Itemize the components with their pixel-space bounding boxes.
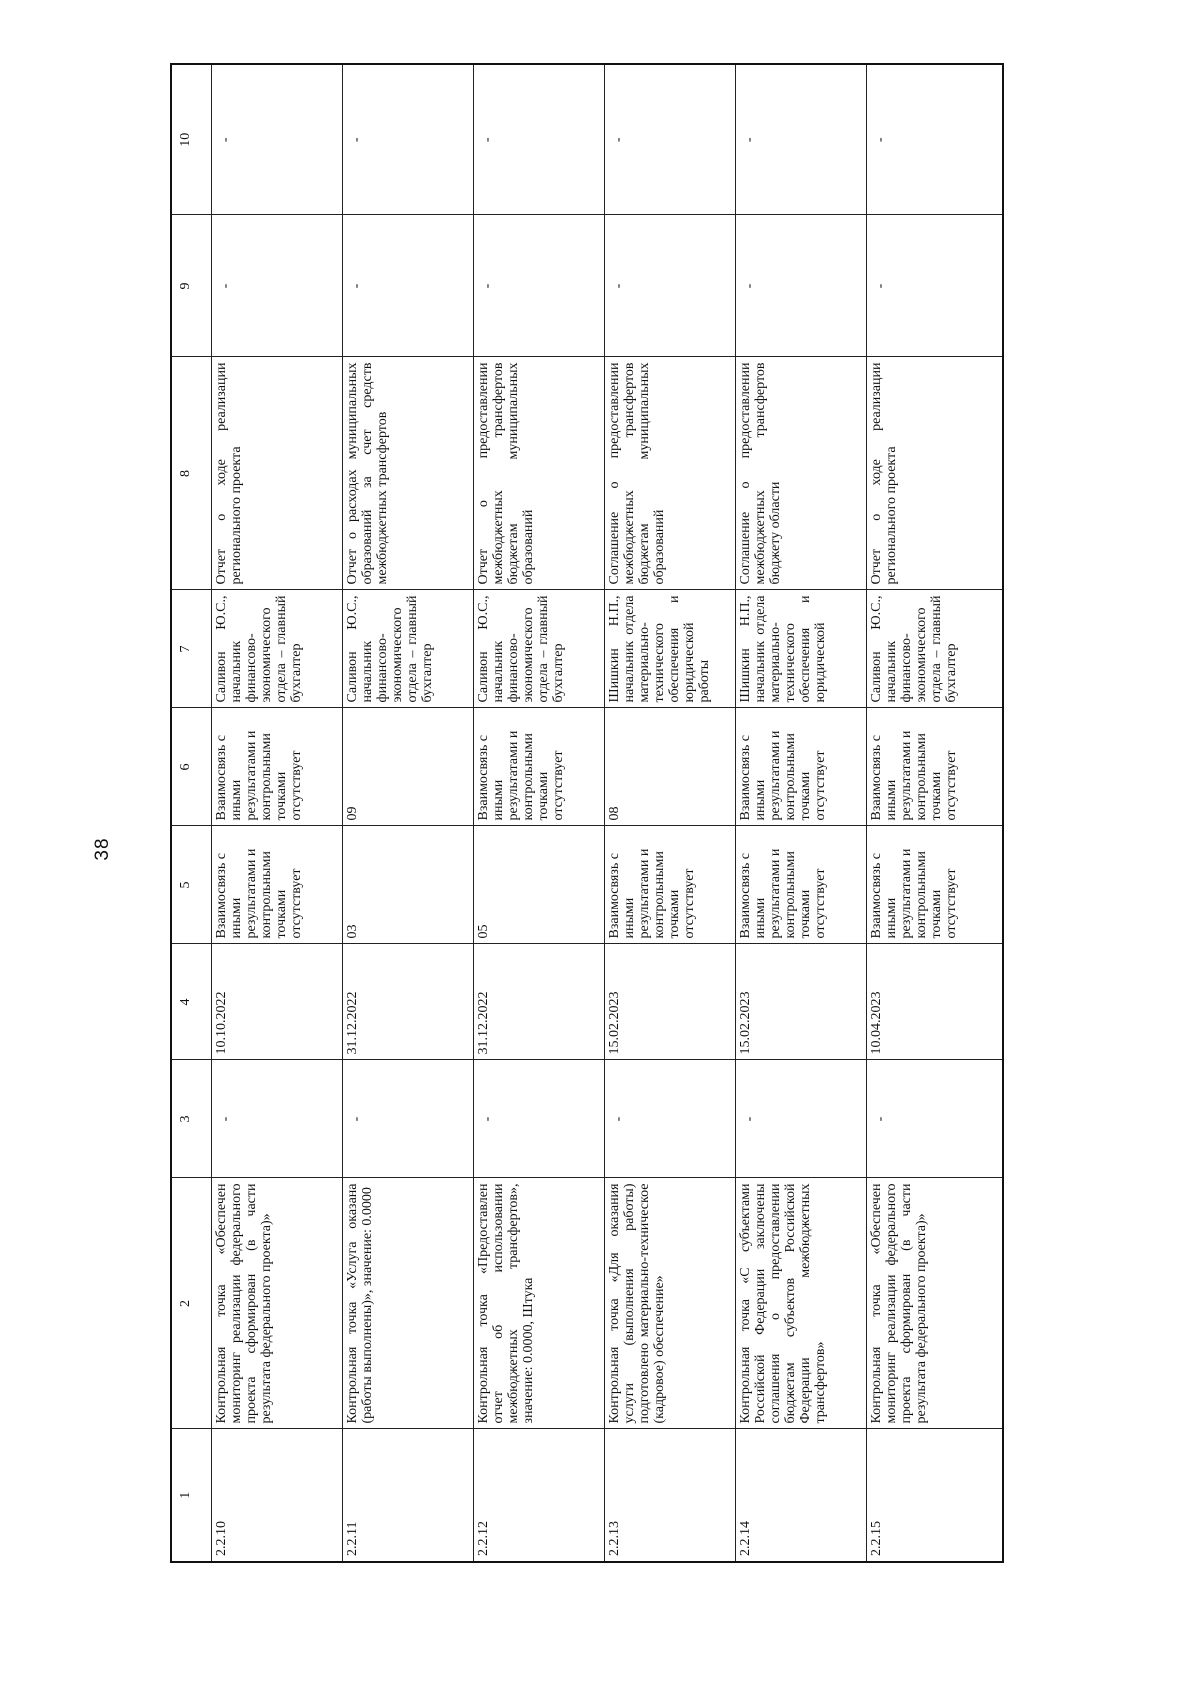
cell-col10: - xyxy=(474,64,605,215)
table-row xyxy=(474,64,605,1562)
column-header: 7 xyxy=(171,590,212,708)
table-row xyxy=(605,64,736,1562)
document-type: Отчет о ходе реализации регионального проекта xyxy=(212,357,343,590)
relation-successor: Взаимосвязь с иными результатами и контрольными точками отсутствует xyxy=(474,708,605,826)
column-header: 8 xyxy=(171,357,212,590)
cell-col9: - xyxy=(605,215,736,357)
column-header: 6 xyxy=(171,708,212,826)
document-type: Отчет о предоставлении межбюджетных трансфертов бюджетам муниципальных образований xyxy=(474,357,605,590)
document-type: Отчет о расходах муниципальных образований за счет средств межбюджетных трансфертов xyxy=(343,357,474,590)
document-type: Соглашение о предоставлении межбюджетных трансфертов бюджету области xyxy=(736,357,867,590)
relation-successor: Взаимосвязь с иными результатами и контрольными точками отсутствует xyxy=(867,708,1004,826)
header-row xyxy=(171,64,212,1562)
table-row xyxy=(867,64,1004,1562)
relation-successor: Взаимосвязь с иными результатами и контрольными точками отсутствует xyxy=(212,708,343,826)
cell-col10: - xyxy=(736,64,867,215)
row-number: 2.2.12 xyxy=(474,1429,605,1562)
control-point-name: Контрольная точка «Обеспечен мониторинг реализации федерального проекта сформирован (в части результата федерального проекта)» xyxy=(212,1178,343,1429)
relation-predecessor: Взаимосвязь с иными результатами и контрольными точками отсутствует xyxy=(736,826,867,944)
row-number: 2.2.15 xyxy=(867,1429,1004,1562)
document-type: Соглашение о предоставлении межбюджетных трансфертов бюджетам муниципальных образований xyxy=(605,357,736,590)
due-date: 10.04.2023 xyxy=(867,944,1004,1060)
cell-col3: - xyxy=(736,1060,867,1178)
document-type: Отчет о ходе реализации регионального проекта xyxy=(867,357,1004,590)
relation-successor: Взаимосвязь с иными результатами и контрольными точками отсутствует xyxy=(736,708,867,826)
column-header: 9 xyxy=(171,215,212,357)
due-date: 31.12.2022 xyxy=(343,944,474,1060)
responsible-person: Саливон Ю.С., начальник финансово-экономического отдела – главный бухгалтер xyxy=(212,590,343,708)
control-point-name: Контрольная точка «Обеспечен мониторинг реализации федерального проекта сформирован (в части результата федерального проекта)» xyxy=(867,1178,1004,1429)
control-point-name: Контрольная точка «С субъектами Российской Федерации заключены соглашения о предоставлении бюджетам субъектов Российской Федерации межбюджетных трансфертов» xyxy=(736,1178,867,1429)
cell-col3: - xyxy=(343,1060,474,1178)
column-header: 3 xyxy=(171,1060,212,1178)
responsible-person: Саливон Ю.С., начальник финансово-экономического отдела – главный бухгалтер xyxy=(474,590,605,708)
row-number: 2.2.13 xyxy=(605,1429,736,1562)
column-header: 1 xyxy=(171,1429,212,1562)
responsible-person: Шишкин Н.П., начальник отдела материально-технического обеспечения и юридической работы xyxy=(605,590,736,708)
rotated-table-frame xyxy=(170,65,998,1563)
column-header: 5 xyxy=(171,826,212,944)
column-header: 4 xyxy=(171,944,212,1060)
control-point-name: Контрольная точка «Для оказания услуги (выполнения работы) подготовлено материально-техническое (кадровое) обеспечение» xyxy=(605,1178,736,1429)
cell-col9: - xyxy=(736,215,867,357)
cell-col10: - xyxy=(867,64,1004,215)
table-row xyxy=(212,64,343,1562)
due-date: 31.12.2022 xyxy=(474,944,605,1060)
control-point-name: Контрольная точка «Услуга оказана (работы выполнены)», значение: 0.0000 xyxy=(343,1178,474,1429)
cell-col3: - xyxy=(867,1060,1004,1178)
cell-col10: - xyxy=(605,64,736,215)
relation-predecessor: Взаимосвязь с иными результатами и контрольными точками отсутствует xyxy=(867,826,1004,944)
page-number: 38 xyxy=(92,837,113,861)
cell-col9: - xyxy=(212,215,343,357)
relation-predecessor: 03 xyxy=(343,826,474,944)
relation-predecessor: Взаимосвязь с иными результатами и контрольными точками отсутствует xyxy=(605,826,736,944)
due-date: 15.02.2023 xyxy=(605,944,736,1060)
due-date: 15.02.2023 xyxy=(736,944,867,1060)
responsible-person: Шишкин Н.П., начальник отдела материально-технического обеспечения и юридической xyxy=(736,590,867,708)
table-row xyxy=(343,64,474,1562)
relation-predecessor: 05 xyxy=(474,826,605,944)
control-point-name: Контрольная точка «Предоставлен отчет об использовании межбюджетных трансфертов», значение: 0.0000, Штука xyxy=(474,1178,605,1429)
cell-col9: - xyxy=(867,215,1004,357)
row-number: 2.2.11 xyxy=(343,1429,474,1562)
cell-col10: - xyxy=(343,64,474,215)
cell-col10: - xyxy=(212,64,343,215)
cell-col9: - xyxy=(474,215,605,357)
column-header: 10 xyxy=(171,64,212,215)
cell-col3: - xyxy=(474,1060,605,1178)
column-header: 2 xyxy=(171,1178,212,1429)
responsible-person: Саливон Ю.С., начальник финансово-экономического отдела – главный бухгалтер xyxy=(343,590,474,708)
relation-predecessor: Взаимосвязь с иными результатами и контрольными точками отсутствует xyxy=(212,826,343,944)
cell-col3: - xyxy=(605,1060,736,1178)
cell-col3: - xyxy=(212,1060,343,1178)
relation-successor: 09 xyxy=(343,708,474,826)
relation-successor: 08 xyxy=(605,708,736,826)
responsible-person: Саливон Ю.С., начальник финансово-экономического отдела – главный бухгалтер xyxy=(867,590,1004,708)
control-points-table xyxy=(170,63,1004,1563)
cell-col9: - xyxy=(343,215,474,357)
row-number: 2.2.14 xyxy=(736,1429,867,1562)
due-date: 10.10.2022 xyxy=(212,944,343,1060)
row-number: 2.2.10 xyxy=(212,1429,343,1562)
table-row xyxy=(736,64,867,1562)
